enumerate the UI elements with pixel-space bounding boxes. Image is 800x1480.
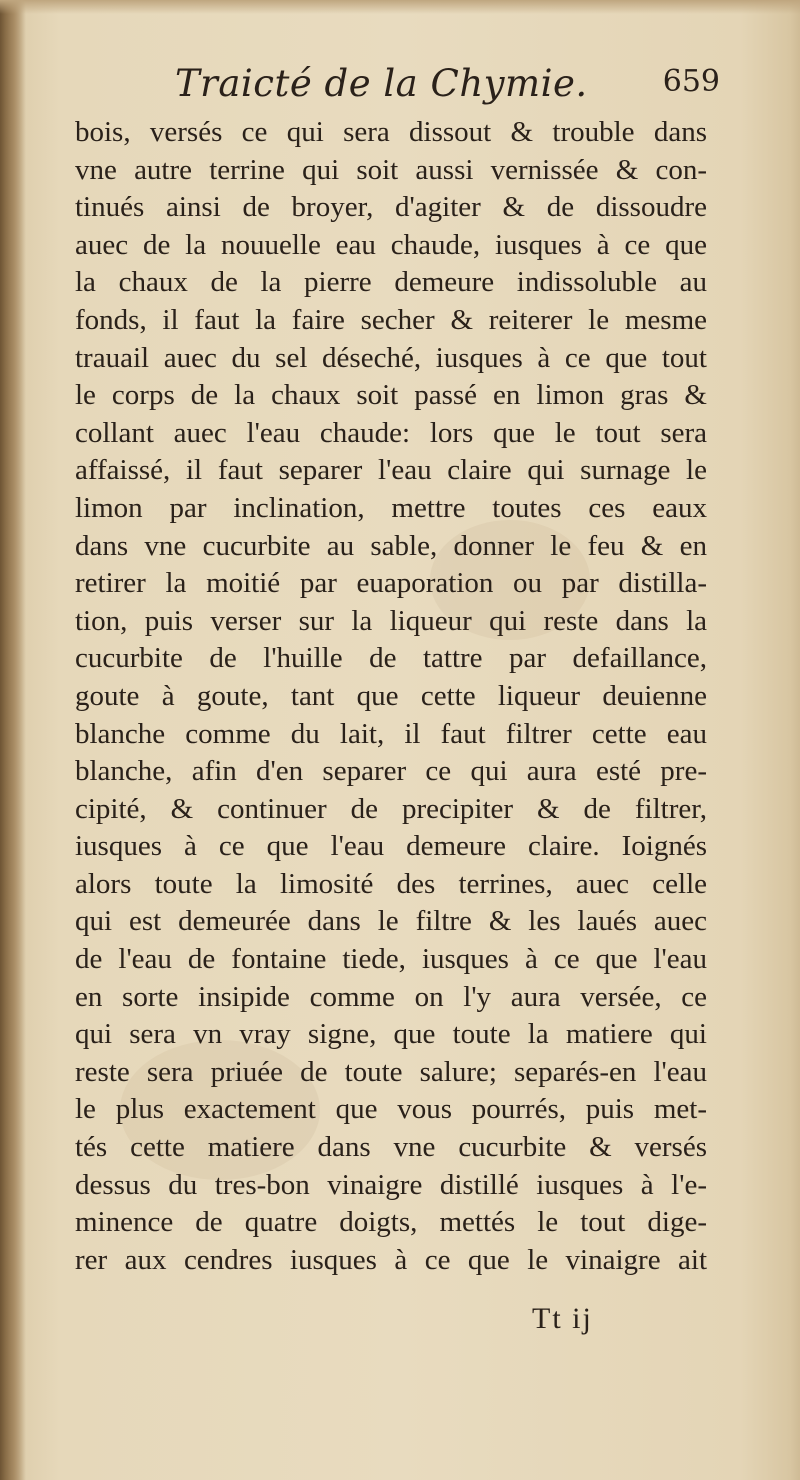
text-line: affaissé, il faut separer l'eau claire qui surnage le: [75, 454, 707, 487]
text-line: collant auec l'eau chaude: lors que le tout sera: [75, 416, 707, 449]
text-line: minence de quatre doigts, mettés le tout dige-: [75, 1206, 707, 1239]
text-line: de l'eau de fontaine tiede, iusques à ce que l'eau: [75, 943, 707, 976]
text-line: cucurbite de l'huille de tattre par defaillance,: [75, 642, 707, 675]
text-line: qui est demeurée dans le filtre & les laués auec: [75, 905, 707, 938]
text-line: trauail auec du sel déseché, iusques à ce que tout: [75, 341, 707, 374]
binding-spine: [0, 0, 26, 1480]
running-title: Traicté de la Chymie.: [175, 62, 588, 105]
text-line: fonds, il faut la faire secher & reiterer le mesme: [75, 303, 707, 336]
page-top-edge: [0, 0, 800, 14]
text-line: blanche, afin d'en separer ce qui aura esté pre-: [75, 755, 707, 788]
text-line: cipité, & continuer de precipiter & de filtrer,: [75, 792, 707, 825]
text-line: vne autre terrine qui soit aussi vernissée & con-: [75, 153, 707, 186]
text-line: auec de la nouuelle eau chaude, iusques à ce que: [75, 228, 707, 261]
running-head: [60, 62, 720, 112]
text-line: bois, versés ce qui sera dissout & trouble dans: [75, 116, 707, 148]
text-line: reste sera priuée de toute salure; separés-en l'eau: [75, 1055, 707, 1088]
text-line: goute à goute, tant que cette liqueur deuienne: [75, 679, 707, 712]
body-text: [75, 114, 707, 1279]
text-line: le plus exactement que vous pourrés, puis met-: [75, 1093, 707, 1126]
text-line: alors toute la limosité des terrines, auec celle: [75, 867, 707, 900]
text-line: la chaux de la pierre demeure indissoluble au: [75, 266, 707, 299]
text-line: tion, puis verser sur la liqueur qui reste dans la: [75, 604, 707, 637]
signature-mark: Tt ij: [532, 1302, 593, 1335]
text-line: iusques à ce que l'eau demeure claire. Ioignés: [75, 830, 707, 863]
text-line: tinués ainsi de broyer, d'agiter & de dissoudre: [75, 191, 707, 224]
text-line: en sorte insipide comme on l'y aura versée, ce: [75, 980, 707, 1013]
text-line: dans vne cucurbite au sable, donner le feu & en: [75, 529, 707, 562]
text-line: rer aux cendres iusques à ce que le vinaigre ait: [75, 1243, 707, 1276]
text-line: le corps de la chaux soit passé en limon gras &: [75, 379, 707, 412]
text-line: qui sera vn vray signe, que toute la matiere qui: [75, 1018, 707, 1051]
text-line: limon par inclination, mettre toutes ces eaux: [75, 491, 707, 524]
text-line: blanche comme du lait, il faut filtrer cette eau: [75, 717, 707, 750]
text-line: retirer la moitié par euaporation ou par distilla-: [75, 567, 707, 600]
page-number: 659: [662, 64, 720, 99]
text-line: tés cette matiere dans vne cucurbite & versés: [75, 1131, 707, 1164]
text-line: dessus du tres-bon vinaigre distillé iusques à l'e-: [75, 1168, 707, 1201]
